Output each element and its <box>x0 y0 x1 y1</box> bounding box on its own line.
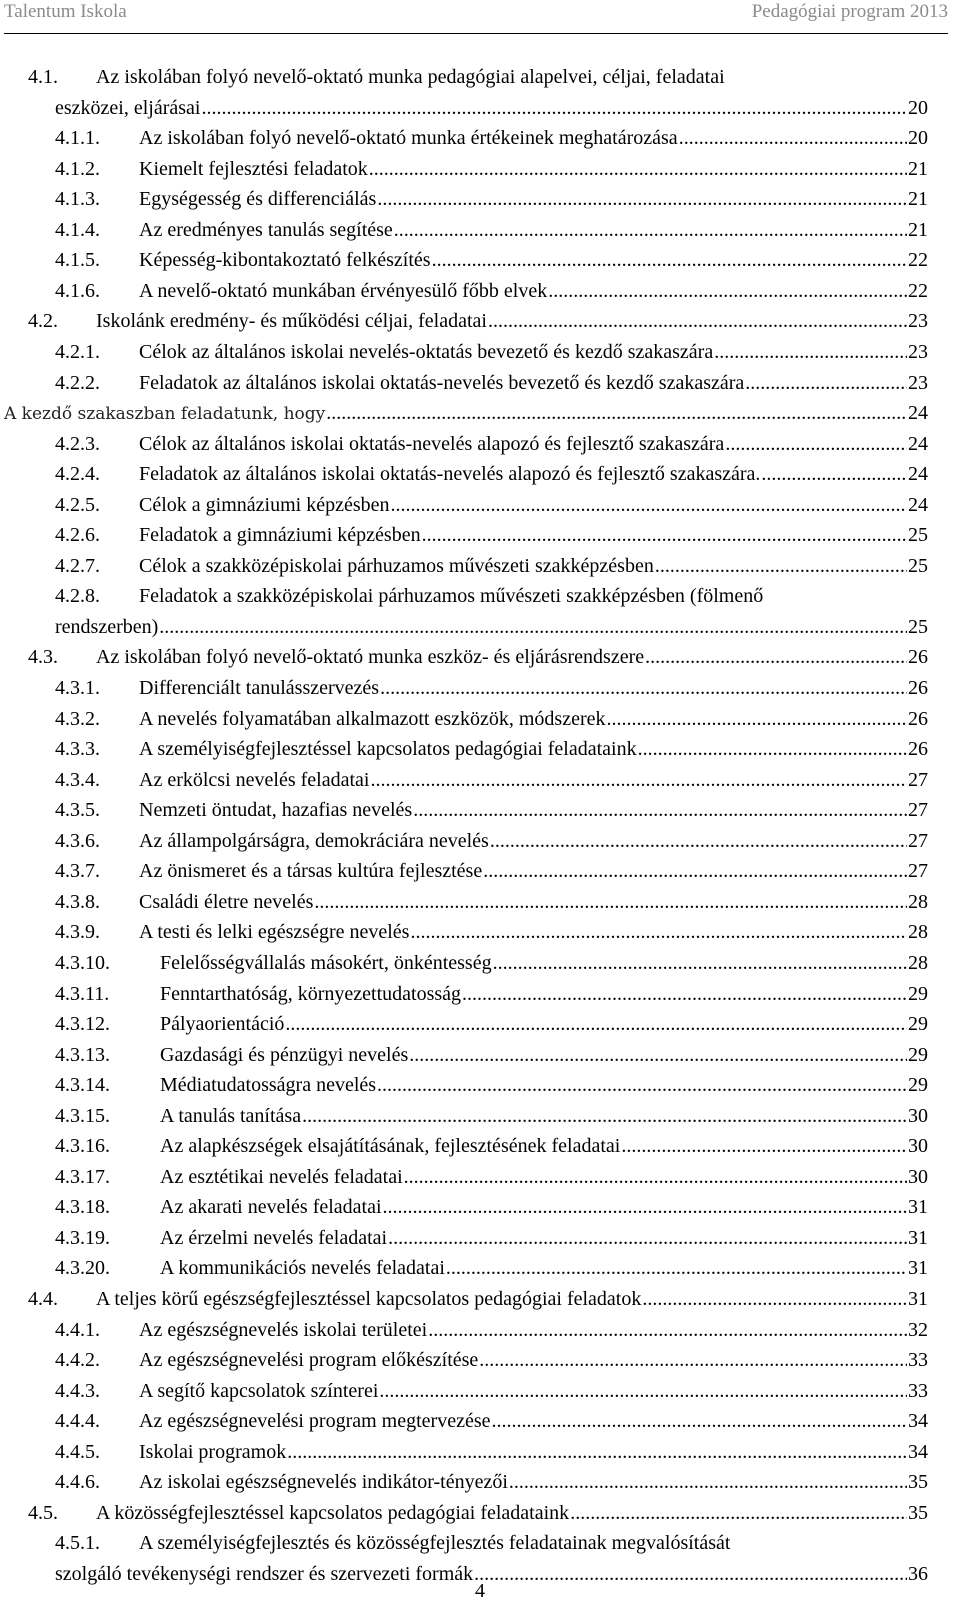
toc-title: A kommunikációs nevelés feladatai <box>160 1257 445 1280</box>
toc-page-number: 31 <box>908 1257 928 1280</box>
toc-title: Az iskolában folyó nevelő-oktató munka eszköz- és eljárásrendszere <box>96 646 645 669</box>
toc-title: Az iskolai egészségnevelés indikátor-tényezői <box>139 1471 508 1494</box>
toc-number: 4.3.8. <box>55 890 100 913</box>
toc-leader-dots <box>379 1376 907 1406</box>
toc-page-number: 33 <box>908 1349 928 1372</box>
toc-title: A teljes körű egészségfejlesztéssel kapcsolatos pedagógiai feladatok <box>96 1288 642 1310</box>
toc-number: 4.2.3. <box>55 432 100 455</box>
toc-page-number: 30 <box>908 1135 928 1158</box>
toc-leader-dots <box>422 520 907 550</box>
toc-title: Az erkölcsi nevelés feladatai <box>139 768 370 791</box>
toc-number: 4.1.2. <box>55 157 100 180</box>
toc-title: Médiatudatosságra nevelés <box>160 1074 377 1097</box>
toc-page-number: 36 <box>908 1562 928 1585</box>
toc-page-number: 26 <box>908 646 928 669</box>
toc-title: Egységesség és differenciálás <box>139 188 377 211</box>
toc-page-number: 29 <box>908 1043 928 1066</box>
toc-page-number: 23 <box>908 371 928 394</box>
toc-number: 4.1.4. <box>55 218 100 241</box>
toc-page-number: 32 <box>908 1318 928 1341</box>
toc-page-number: 26 <box>908 738 928 761</box>
toc-leader-dots <box>483 856 907 886</box>
toc-title: Célok az általános iskolai oktatás-nevelés alapozó és fejlesztő szakaszára <box>139 432 725 455</box>
toc-number: 4.1.3. <box>55 188 100 211</box>
toc-number: 4.3. <box>28 646 58 669</box>
toc-number: 4.3.3. <box>55 738 100 761</box>
toc-title: A segítő kapcsolatok színterei <box>139 1379 379 1402</box>
page-header <box>0 0 960 32</box>
toc-leader-dots <box>638 734 907 764</box>
toc-leader-dots <box>488 306 907 336</box>
toc-title: Célok az általános iskolai nevelés-oktatás bevezető és kezdő szakaszára <box>139 340 714 363</box>
toc-page-number: 29 <box>908 982 928 1005</box>
toc-number: 4.4.2. <box>55 1349 100 1372</box>
toc-number: 4.1.5. <box>55 249 100 272</box>
toc-leader-dots <box>287 1437 907 1467</box>
toc-title: Gazdasági és pénzügyi nevelés <box>160 1043 409 1066</box>
toc-page-number: 27 <box>908 799 928 822</box>
toc-number: 4.2.7. <box>55 554 100 577</box>
toc-leader-dots <box>462 979 907 1009</box>
toc-page-number: 34 <box>908 1410 928 1433</box>
toc-leader-dots <box>446 1253 907 1283</box>
toc-title: rendszerben) <box>55 615 159 638</box>
toc-number: 4.3.12. <box>55 1013 110 1036</box>
toc-number: 4.3.2. <box>55 707 100 730</box>
toc-page-number: 31 <box>908 1288 928 1310</box>
toc-title-first-line: A személyiségfejlesztés és közösségfejlesztés feladatainak megvalósítását <box>139 1532 731 1555</box>
toc-leader-dots <box>761 459 907 489</box>
toc-leader-dots <box>492 1406 908 1436</box>
toc-title: Az állampolgárságra, demokráciára nevelés <box>139 829 489 852</box>
toc-leader-dots <box>302 1101 907 1131</box>
toc-number: 4.2.8. <box>55 585 100 608</box>
toc-leader-dots <box>404 1162 907 1192</box>
header-document-title: Pedagógiai program 2013 <box>751 1 948 22</box>
toc-number: 4.2.6. <box>55 524 100 547</box>
toc-number: 4.4.4. <box>55 1410 100 1433</box>
toc-number: 4.3.20. <box>55 1257 110 1280</box>
toc-leader-dots <box>428 1315 907 1345</box>
toc-title: Feladatok az általános iskolai oktatás-nevelés alapozó és fejlesztő szakaszára. <box>139 463 761 486</box>
toc-leader-dots <box>642 1284 907 1314</box>
toc-title: Feladatok a gimnáziumi képzésben <box>139 524 421 547</box>
toc-title: Családi életre nevelés <box>139 890 314 913</box>
toc-page-number: 24 <box>908 402 928 425</box>
toc-number: 4.3.18. <box>55 1196 110 1219</box>
toc-leader-dots <box>394 215 907 245</box>
toc-title: A tanulás tanítása <box>160 1104 302 1127</box>
toc-title: Differenciált tanulásszervezés <box>139 677 380 699</box>
toc-title: Az önismeret és a társas kultúra fejlesztése <box>139 860 483 883</box>
toc-title: A személyiségfejlesztéssel kapcsolatos pedagógiai feladataink <box>139 738 637 761</box>
toc-title: A kezdő szakaszban feladatunk, hogy <box>4 404 326 425</box>
toc-leader-dots <box>390 490 907 520</box>
page-number: 4 <box>475 1580 485 1602</box>
toc-page-number: 31 <box>908 1226 928 1249</box>
toc-number: 4.3.14. <box>55 1074 110 1097</box>
toc-leader-dots <box>409 1040 907 1070</box>
toc-leader-dots <box>490 826 907 856</box>
toc-page-number: 20 <box>908 96 928 119</box>
toc-page-number: 23 <box>908 310 928 333</box>
toc-leader-dots <box>725 429 907 459</box>
toc-number: 4.3.5. <box>55 799 100 822</box>
toc-page-number: 24 <box>908 432 928 455</box>
toc-leader-dots <box>326 398 907 428</box>
toc-leader-dots <box>285 1009 907 1039</box>
toc-title: Célok a gimnáziumi képzésben <box>139 493 390 516</box>
toc-title: Nemzeti öntudat, hazafias nevelés <box>139 799 413 822</box>
toc-title: Az egészségnevelési program előkészítése <box>139 1349 479 1372</box>
toc-page-number: 33 <box>908 1379 928 1402</box>
toc-title-first-line: Az iskolában folyó nevelő-oktató munka pedagógiai alapelvei, céljai, feladatai <box>96 66 725 88</box>
toc-number: 4.4. <box>28 1288 58 1310</box>
toc-title: Az egészségnevelési program megtervezése <box>139 1410 491 1433</box>
toc-page-number: 25 <box>908 524 928 547</box>
toc-leader-dots <box>314 887 907 917</box>
toc-number: 4.3.11. <box>55 982 110 1005</box>
toc-title: Az eredményes tanulás segítése <box>139 218 393 241</box>
toc-title: A testi és lelki egészségre nevelés <box>139 921 410 944</box>
toc-page-number: 28 <box>908 890 928 913</box>
toc-page-number: 24 <box>908 493 928 516</box>
toc-number: 4.3.9. <box>55 921 100 944</box>
toc-number: 4.4.3. <box>55 1379 100 1402</box>
toc-title: Képesség-kibontakoztató felkészítés <box>139 249 431 272</box>
toc-page-number: 27 <box>908 829 928 852</box>
toc-title: A nevelő-oktató munkában érvényesülő főbb elvek <box>139 279 548 302</box>
toc-title: Az esztétikai nevelés feladatai <box>160 1165 403 1188</box>
toc-title: Iskolánk eredmény- és működési céljai, feladatai <box>96 310 487 333</box>
toc-number: 4.3.17. <box>55 1165 110 1188</box>
toc-page-number: 26 <box>908 707 928 730</box>
toc-number: 4.3.13. <box>55 1043 110 1066</box>
toc-title: Iskolai programok <box>139 1440 287 1463</box>
toc-number: 4.3.19. <box>55 1226 110 1249</box>
toc-number: 4.3.15. <box>55 1104 110 1127</box>
toc-number: 4.1.1. <box>55 127 100 150</box>
toc-title: Az akarati nevelés feladatai <box>160 1196 382 1219</box>
toc-number: 4.2.1. <box>55 340 100 363</box>
toc-leader-dots <box>479 1345 907 1375</box>
toc-leader-dots <box>645 642 907 672</box>
toc-title: szolgáló tevékenységi rendszer és szervezeti formák <box>55 1562 474 1585</box>
toc-number: 4.4.6. <box>55 1471 100 1494</box>
toc-title: A nevelés folyamatában alkalmazott eszközök, módszerek <box>139 707 606 730</box>
toc-number: 4.5. <box>28 1501 58 1524</box>
toc-page-number: 26 <box>908 677 928 699</box>
header-rule <box>4 33 948 34</box>
toc-number: 4.2. <box>28 310 58 333</box>
toc-leader-dots <box>159 612 907 642</box>
toc-leader-dots <box>432 245 907 275</box>
toc-leader-dots <box>410 917 907 947</box>
toc-number: 4.3.1. <box>55 677 100 699</box>
toc-page-number: 35 <box>908 1471 928 1494</box>
toc-title-first-line: Feladatok a szakközépiskolai párhuzamos művészeti szakképzésben (fölmenő <box>139 585 764 608</box>
toc-leader-dots <box>548 276 907 306</box>
toc-page-number: 22 <box>908 279 928 302</box>
toc-title: Felelősségvállalás másokért, önkéntesség <box>160 951 492 974</box>
toc-leader-dots <box>413 795 907 825</box>
toc-number: 4.2.5. <box>55 493 100 516</box>
toc-page-number: 29 <box>908 1074 928 1097</box>
toc-title: Az érzelmi nevelés feladatai <box>160 1226 388 1249</box>
toc-number: 4.4.5. <box>55 1440 100 1463</box>
toc-title: Az egészségnevelés iskolai területei <box>139 1318 428 1341</box>
toc-title: Az alapkészségek elsajátításának, fejlesztésének feladatai <box>160 1135 621 1158</box>
toc-number: 4.3.7. <box>55 860 100 883</box>
toc-title: Kiemelt fejlesztési feladatok <box>139 157 368 180</box>
toc-number: 4.4.1. <box>55 1318 100 1341</box>
toc-leader-dots <box>383 1192 907 1222</box>
toc-page-number: 25 <box>908 554 928 577</box>
toc-title: eszközei, eljárásai <box>55 96 201 119</box>
toc-number: 4.3.4. <box>55 768 100 791</box>
toc-page-number: 24 <box>908 463 928 486</box>
toc-leader-dots <box>714 337 907 367</box>
toc-leader-dots <box>370 765 907 795</box>
toc-number: 4.1.6. <box>55 279 100 302</box>
toc-page-number: 31 <box>908 1196 928 1219</box>
toc-leader-dots <box>679 123 907 153</box>
toc-page-number: 22 <box>908 249 928 272</box>
toc-page-number: 29 <box>908 1013 928 1036</box>
toc-number: 4.3.6. <box>55 829 100 852</box>
toc-leader-dots <box>369 154 907 184</box>
toc-title: Célok a szakközépiskolai párhuzamos művészeti szakképzésben <box>139 554 654 577</box>
toc-page-number: 21 <box>908 218 928 241</box>
toc-title: Feladatok az általános iskolai oktatás-nevelés bevezető és kezdő szakaszára <box>139 371 745 394</box>
toc-page-number: 27 <box>908 860 928 883</box>
toc-title: A közösségfejlesztéssel kapcsolatos pedagógiai feladataink <box>96 1501 570 1524</box>
toc-title: Az iskolában folyó nevelő-oktató munka értékeinek meghatározása <box>139 127 678 150</box>
toc-number: 4.3.10. <box>55 951 110 974</box>
toc-leader-dots <box>509 1467 907 1497</box>
toc-page-number: 21 <box>908 188 928 211</box>
toc-leader-dots <box>745 368 907 398</box>
toc-page-number: 28 <box>908 951 928 974</box>
header-school-name: Talentum Iskola <box>4 1 127 22</box>
toc-leader-dots <box>377 1070 907 1100</box>
toc-leader-dots <box>655 551 907 581</box>
toc-leader-dots <box>570 1498 907 1528</box>
toc-leader-dots <box>621 1131 907 1161</box>
toc-number: 4.2.2. <box>55 371 100 394</box>
toc-number: 4.5.1. <box>55 1532 100 1555</box>
toc-page-number: 35 <box>908 1501 928 1524</box>
toc-page-number: 34 <box>908 1440 928 1463</box>
toc-title: Pályaorientáció <box>160 1013 285 1036</box>
toc-page-number: 20 <box>908 127 928 150</box>
toc-page-number: 23 <box>908 340 928 363</box>
toc-leader-dots <box>493 948 907 978</box>
toc-leader-dots <box>377 184 907 214</box>
toc-page-number: 21 <box>908 157 928 180</box>
toc-page-number: 27 <box>908 768 928 791</box>
toc-title: Fenntarthatóság, környezettudatosság <box>160 982 462 1005</box>
toc-leader-dots <box>388 1223 907 1253</box>
toc-leader-dots <box>201 93 907 123</box>
toc-number: 4.1. <box>28 66 58 88</box>
toc-number: 4.3.16. <box>55 1135 110 1158</box>
toc-leader-dots <box>380 673 907 703</box>
toc-page-number: 25 <box>908 615 928 638</box>
toc-number: 4.2.4. <box>55 463 100 486</box>
toc-page-number: 30 <box>908 1165 928 1188</box>
toc-page-number: 30 <box>908 1104 928 1127</box>
toc-page-number: 28 <box>908 921 928 944</box>
toc-leader-dots <box>606 704 907 734</box>
